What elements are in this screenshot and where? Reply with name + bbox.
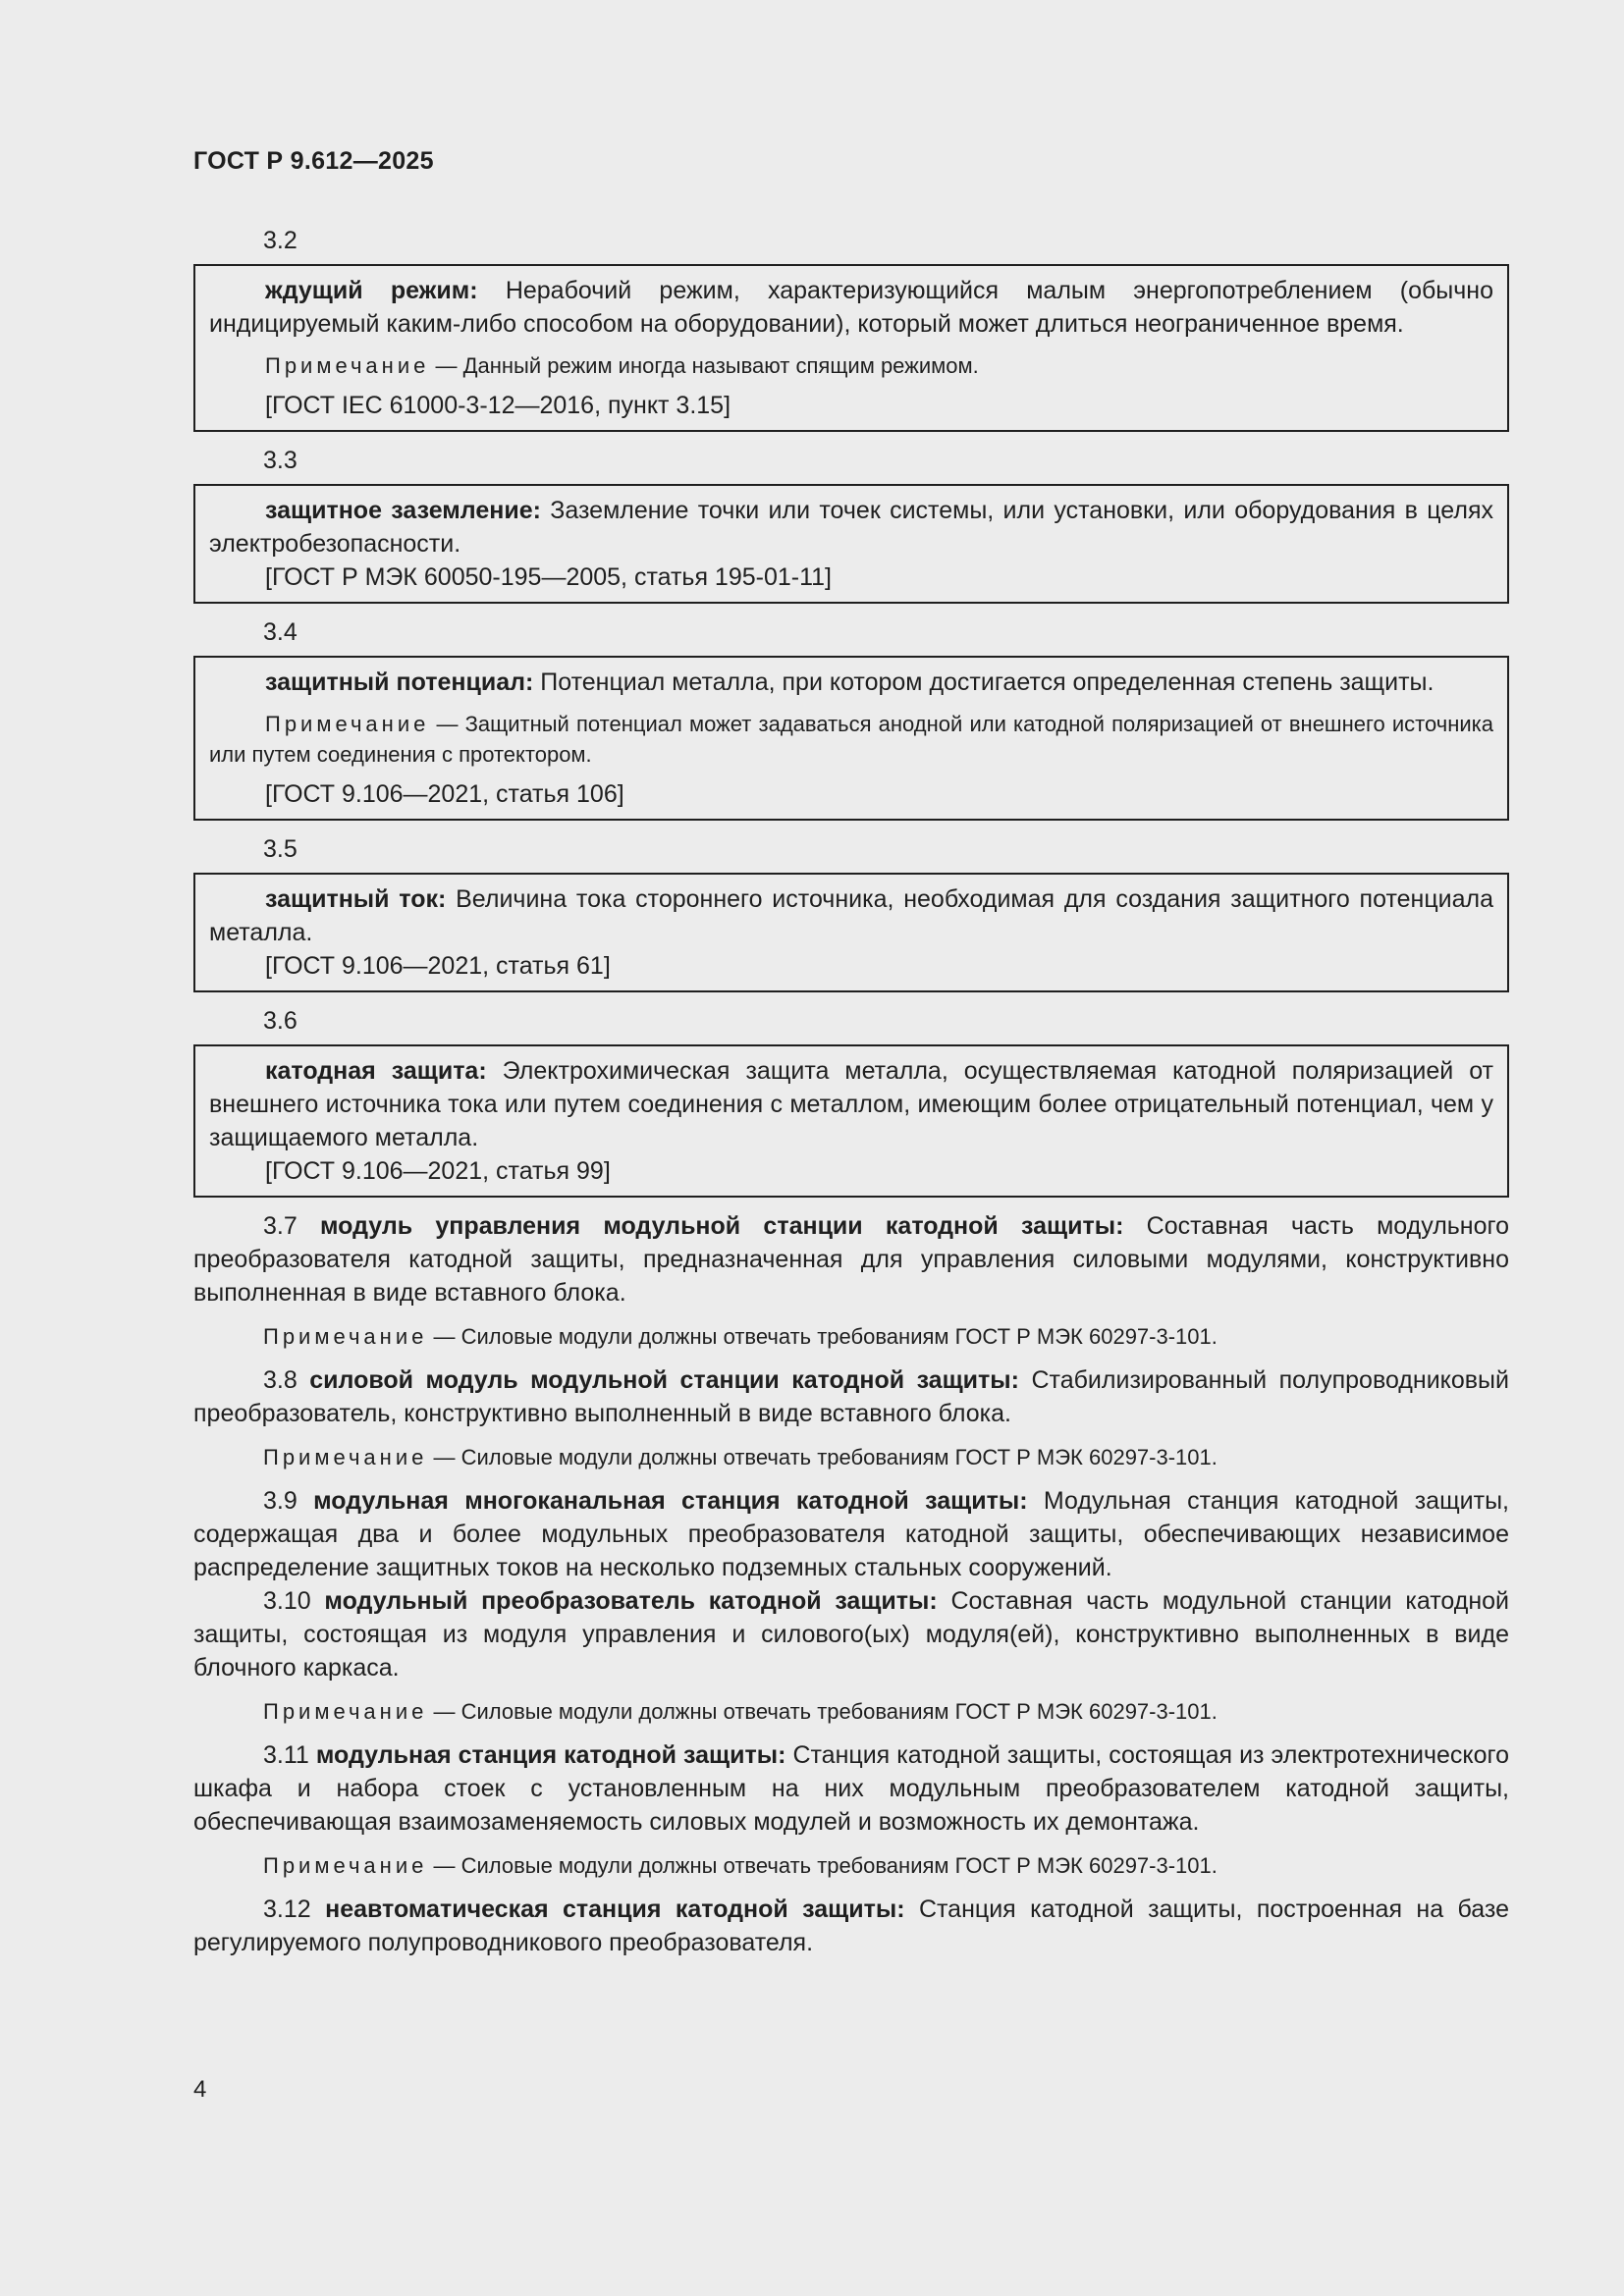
note-label: Примечание <box>265 353 430 378</box>
term-name: модуль управления модульной станции катодной защиты: <box>320 1212 1124 1240</box>
term-source: [ГОСТ Р МЭК 60050-195—2005, статья 195-01-11] <box>265 563 833 591</box>
term-source: [ГОСТ 9.106—2021, статья 99] <box>265 1157 611 1185</box>
note-label: Примечание <box>263 1445 428 1469</box>
terms-section <box>193 224 1509 1959</box>
term-name: неавтоматическая станция катодной защиты: <box>325 1896 905 1923</box>
term-number: 3.11 <box>263 1741 309 1769</box>
term-definition <box>193 1738 1509 1839</box>
page-number: 4 <box>193 2076 207 2103</box>
term-definition <box>209 882 1493 949</box>
term-definition <box>193 1363 1509 1430</box>
term-definition <box>193 1584 1509 1684</box>
term-source: [ГОСТ 9.106—2021, статья 61] <box>265 952 611 980</box>
term-box <box>193 1044 1509 1198</box>
term-number: 3.3 <box>263 447 298 474</box>
term-box <box>193 656 1509 821</box>
term-box <box>193 264 1509 432</box>
note-label: Примечание <box>265 712 430 736</box>
term-name: силовой модуль модульной станции катодной защиты: <box>309 1366 1019 1394</box>
term-name: защитный потенциал: <box>265 668 534 696</box>
term-note <box>193 1696 1509 1727</box>
note-text: — Данный режим иногда называют спящим режимом. <box>429 353 979 378</box>
term-text: Станция катодной защиты, построенная на базе регулируемого полупроводникового преобразователя. <box>193 1896 1509 1956</box>
term-definition <box>209 666 1493 699</box>
term-text: Составная часть модульной станции катодной защиты, состоящая из модуля управления и силового(ых) модуля(ей), конструктивно выполненных в виде блочного каркаса. <box>193 1587 1510 1682</box>
note-text: — Силовые модули должны отвечать требованиям ГОСТ Р МЭК 60297-3-101. <box>427 1445 1218 1469</box>
note-label: Примечание <box>263 1699 428 1724</box>
note-text: — Силовые модули должны отвечать требованиям ГОСТ Р МЭК 60297-3-101. <box>427 1699 1218 1724</box>
term-definition <box>209 274 1493 341</box>
term-source: [ГОСТ IEC 61000-3-12—2016, пункт 3.15] <box>265 392 731 419</box>
term-text: Величина тока стороннего источника, необходимая для создания защитного потенциала металла. <box>209 885 1494 946</box>
term-definition <box>209 1054 1493 1154</box>
term-name: модульная многоканальная станция катодной защиты: <box>313 1487 1028 1515</box>
free-terms <box>193 1209 1509 1959</box>
term-definition <box>193 1484 1509 1584</box>
term-number: 3.4 <box>263 618 298 646</box>
term-note <box>193 1442 1509 1472</box>
term-text: Модульная станция катодной защиты, содержащая два и более модульных преобразователя катодной защиты, обеспечивающих независимое распределение защитных токов на несколько подземных стальных сооружений. <box>193 1487 1509 1581</box>
term-number: 3.2 <box>263 227 298 254</box>
term-name: катодная защита: <box>265 1057 487 1085</box>
term-text: Стабилизированный полупроводниковый преобразователь, конструктивно выполненный в виде вставного блока. <box>193 1366 1509 1427</box>
term-definition <box>209 494 1493 561</box>
term-text: Нерабочий режим, характеризующийся малым энергопотреблением (обычно индицируемый каким-либо способом на оборудовании), который может длиться неограниченное время. <box>209 277 1494 338</box>
term-name: ждущий режим: <box>265 277 478 304</box>
term-text: Потенциал металла, при котором достигается определенная степень защиты. <box>533 668 1435 696</box>
term-note <box>209 709 1493 770</box>
document-header: ГОСТ Р 9.612—2025 <box>193 147 434 175</box>
term-number: 3.8 <box>263 1366 298 1394</box>
term-name: защитный ток: <box>265 885 447 913</box>
term-text: Электрохимическая защита металла, осуществляемая катодной поляризацией от внешнего источника тока или путем соединения с металлом, имеющим более отрицательный потенциал, чем у защищаемого металла. <box>209 1057 1493 1151</box>
term-text: Станция катодной защиты, состоящая из электротехнического шкафа и набора стоек с установленным на них модульным преобразователем катодной защиты, обеспечивающая взаимозаменяемость силовых модулей и возможность их демонтажа. <box>193 1741 1509 1836</box>
term-name: защитное заземление: <box>265 497 541 524</box>
term-definition <box>193 1893 1509 1959</box>
term-number: 3.10 <box>263 1587 311 1615</box>
note-text: — Силовые модули должны отвечать требованиям ГОСТ Р МЭК 60297-3-101. <box>427 1853 1218 1878</box>
term-text: Составная часть модульного преобразователя катодной защиты, предназначенная для управления силовыми модулями, конструктивно выполненная в виде вставного блока. <box>193 1212 1509 1307</box>
term-note <box>209 350 1493 381</box>
note-label: Примечание <box>263 1853 428 1878</box>
term-number: 3.6 <box>263 1007 298 1035</box>
term-text: Заземление точки или точек системы, или установки, или оборудования в целях электробезопасности. <box>209 497 1493 558</box>
note-text: — Защитный потенциал может задаваться анодной или катодной поляризацией от внешнего источника или путем соединения с протектором. <box>209 712 1493 767</box>
term-box <box>193 873 1509 992</box>
note-label: Примечание <box>263 1324 428 1349</box>
term-name: модульная станция катодной защиты: <box>315 1741 786 1769</box>
term-source: [ГОСТ 9.106—2021, статья 106] <box>265 780 624 808</box>
term-box <box>193 484 1509 604</box>
term-number: 3.5 <box>263 835 298 863</box>
term-note <box>193 1850 1509 1881</box>
term-note <box>193 1321 1509 1352</box>
term-number: 3.12 <box>263 1896 311 1923</box>
term-definition <box>193 1209 1509 1309</box>
term-name: модульный преобразователь катодной защиты: <box>324 1587 938 1615</box>
note-text: — Силовые модули должны отвечать требованиям ГОСТ Р МЭК 60297-3-101. <box>427 1324 1218 1349</box>
term-number: 3.7 <box>263 1212 298 1240</box>
term-number: 3.9 <box>263 1487 298 1515</box>
